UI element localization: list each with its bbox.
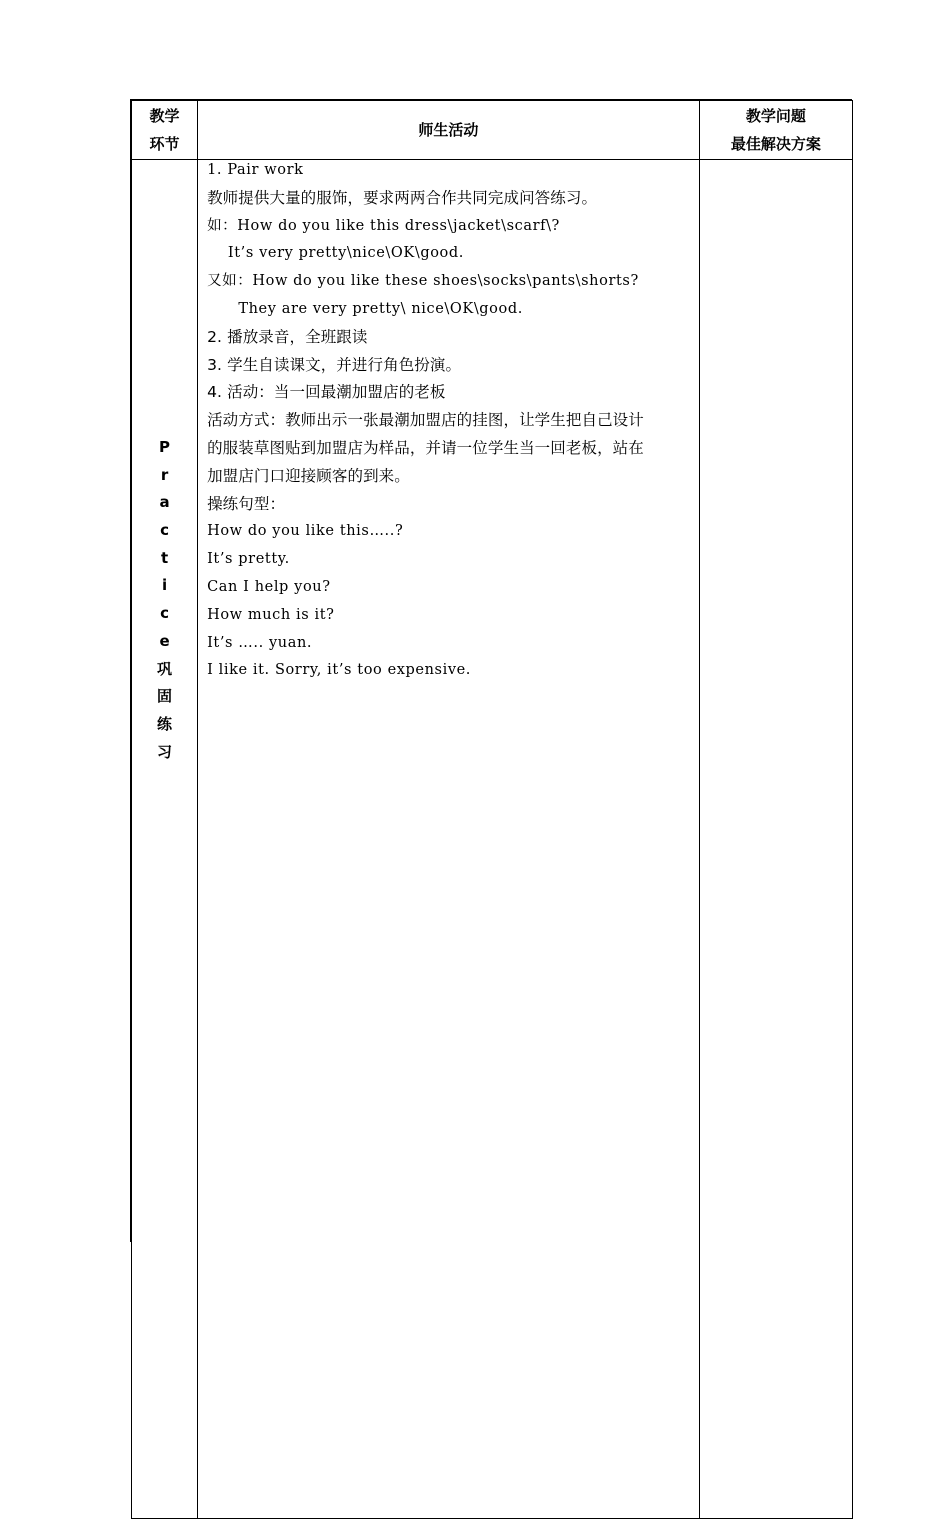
activity-line: 操练句型：: [207, 494, 286, 513]
activity-line: 4. 活动：当一回最潮加盟店的老板: [207, 383, 446, 402]
activity-line: They are very pretty\ nice\OK\good.: [207, 300, 523, 317]
activity-line: It’s ….. yuan.: [207, 634, 313, 651]
activity-line: 教师提供大量的服饰，要求两两合作共同完成问答练习。: [207, 188, 598, 207]
activity-line: Can I help you?: [207, 578, 331, 595]
stage-char: r: [160, 465, 169, 484]
header-stage-label-line1: 教学: [149, 107, 180, 125]
activity-line: I like it. Sorry, it’s too expensive.: [207, 662, 471, 679]
stage-cell: [132, 160, 198, 1519]
activity-line: 又如：How do you like these shoes\socks\pants\shorts?: [207, 273, 639, 290]
stage-char: a: [159, 493, 170, 512]
stage-char: 固: [157, 687, 173, 706]
activity-line: How do you like this…..?: [207, 523, 404, 540]
stage-char: 习: [157, 742, 173, 761]
activity-line: 1. Pair work: [207, 162, 304, 178]
activity-line: It’s very pretty\nice\OK\good.: [207, 245, 464, 262]
activity-line: 活动方式：教师出示一张最潮加盟店的挂图，让学生把自己设计: [207, 411, 644, 430]
activity-line: 如：How do you like this dress\jacket\scarf\?: [207, 217, 560, 234]
header-stage-cell: [132, 101, 198, 160]
lesson-plan-table-frame: [130, 99, 852, 1242]
stage-char: c: [160, 521, 169, 540]
activity-line: 加盟店门口迎接顾客的到来。: [207, 466, 410, 485]
practice-row: [132, 160, 853, 1519]
activity-line: 的服装草图贴到加盟店为样品，并请一位学生当一回老板，站在: [207, 438, 644, 457]
stage-char: 练: [157, 714, 173, 733]
header-activity-label: 师生活动: [418, 121, 479, 139]
header-solution-label-line2: 最佳解决方案: [730, 135, 821, 153]
stage-char: e: [159, 631, 170, 650]
header-stage-label-line2: 环节: [149, 135, 180, 153]
stage-char: 巩: [157, 659, 173, 678]
activity-line: 2. 播放录音，全班跟读: [207, 327, 368, 346]
stage-char: c: [160, 604, 169, 623]
stage-char: P: [159, 438, 171, 456]
solution-cell: [699, 160, 852, 1519]
stage-char: i: [161, 576, 168, 595]
table-header-row: [132, 101, 853, 160]
lesson-plan-table: [131, 100, 853, 1519]
activity-line: 3. 学生自读课文，并进行角色扮演。: [207, 355, 462, 374]
activity-cell: [198, 160, 700, 1519]
header-activity-cell: [198, 101, 700, 160]
activity-line: It’s pretty.: [207, 551, 290, 568]
header-solution-cell: [699, 101, 852, 160]
stage-char: t: [160, 548, 169, 567]
activity-line: How much is it?: [207, 606, 335, 623]
header-solution-label-line1: 教学问题: [745, 107, 806, 125]
